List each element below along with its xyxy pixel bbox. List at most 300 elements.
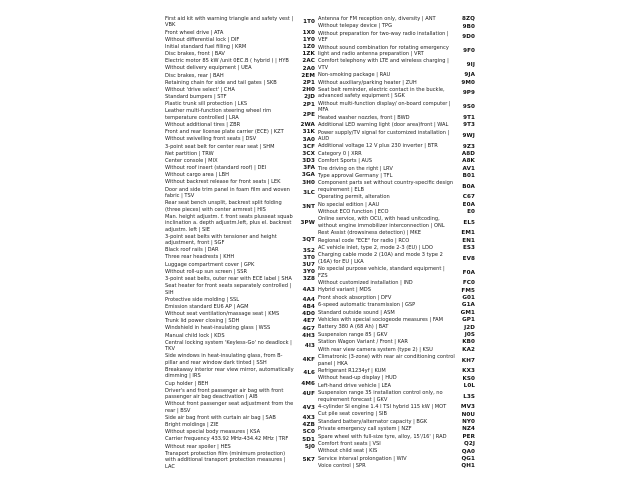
option-code: PER: [462, 433, 475, 440]
option-code: 5C0: [302, 429, 315, 436]
equipment-description: Windshield in heat-insulating glass | WSS: [165, 325, 271, 332]
equipment-description: With rear view camera system (type 2) | KSU: [318, 346, 433, 353]
equipment-description: Additional LED warning light (door area)front | WAL: [318, 122, 449, 129]
equipment-description: Center console | MIX: [165, 157, 218, 164]
equipment-entry: [165, 108, 315, 121]
equipment-description: Front wheel drive | ATA: [165, 29, 224, 36]
option-code: EV8: [462, 255, 475, 262]
option-code: 2H0: [302, 87, 315, 94]
option-code: 2WA: [300, 122, 315, 129]
equipment-description: Comfort front seats | VSI: [318, 440, 381, 447]
option-code: A8K: [462, 158, 475, 165]
equipment-entry: [165, 262, 315, 268]
option-code: L3S: [463, 393, 475, 400]
equipment-description: Black roof rails | DAR: [165, 247, 219, 254]
equipment-entry: [165, 333, 315, 339]
option-code: 9JA: [464, 72, 475, 79]
equipment-description: Refrigerant R1234yf | KUM: [318, 367, 386, 374]
option-code: 4UF: [302, 391, 315, 398]
equipment-description: Retaining chain for side and tail gates | SKB: [165, 79, 277, 86]
option-code: A8D: [461, 150, 475, 157]
equipment-description: Initial standard fuel filling | KRM: [165, 43, 247, 50]
equipment-entry: [318, 252, 475, 265]
equipment-entry: [165, 65, 315, 71]
equipment-entry: [165, 388, 315, 401]
equipment-description: Bright moldings | ZIE: [165, 422, 219, 429]
option-code: QG1: [461, 455, 475, 462]
equipment-description: Regional code "ECE" for radio | RCO: [318, 237, 410, 244]
equipment-entry: [318, 80, 475, 86]
equipment-entry: [318, 302, 475, 308]
equipment-description: Without 'drive select' | CHA: [165, 86, 235, 93]
option-code: 3QT: [302, 237, 315, 244]
equipment-entry: [318, 266, 475, 279]
equipment-description: Leather multi-function steering wheel rim temperature controlled | LRA: [165, 108, 272, 121]
equipment-description: Rear seat bench unsplit, backrest split folding (three pieces) with center armrest | HIS: [165, 200, 282, 213]
option-code: FC0: [462, 280, 475, 287]
option-code: 1Z0: [302, 44, 315, 51]
equipment-description: Without head-up display | HUD: [318, 375, 397, 382]
equipment-entry: [318, 158, 475, 164]
equipment-entry: [318, 347, 475, 353]
equipment-description: Man. height adjustm. f. front seats plusseat squab inclination a. depth adjustm.left, plus el. backrest adjustm. left | SIE: [165, 213, 293, 233]
option-code: 4D0: [302, 311, 315, 318]
equipment-entry: [165, 381, 315, 387]
equipment-description: Luggage compartment cover | GPK: [165, 261, 255, 268]
option-code: 3D3: [302, 158, 315, 165]
option-code: C67: [462, 194, 475, 201]
equipment-entry: [165, 340, 315, 353]
option-code: 2P1: [302, 79, 315, 86]
option-code: EL5: [463, 219, 475, 226]
equipment-list-right: [318, 16, 475, 471]
equipment-description: Protective side molding | SSL: [165, 296, 240, 303]
option-code: 9P9: [462, 90, 475, 97]
equipment-description: Seat heater for front seats separately controlled | SIH: [165, 283, 292, 296]
option-code: 3A0: [302, 136, 315, 143]
option-code: NZ4: [462, 426, 475, 433]
equipment-description: Type approval Germany | TFL: [318, 172, 393, 179]
option-code: 4A3: [302, 286, 315, 293]
option-code: 8ZQ: [461, 16, 475, 23]
option-code: 9F0: [463, 48, 475, 55]
equipment-entry: [165, 80, 315, 86]
equipment-entry: [165, 297, 315, 303]
option-code: 9B0: [462, 23, 475, 30]
equipment-description: Without child seat | KIS: [318, 448, 378, 455]
equipment-description: Seat belt reminder, electric contact in the buckle, advanced safety equipment | SGK: [318, 87, 445, 100]
equipment-description: Operating permit, alteration: [318, 194, 390, 201]
option-code: EM1: [461, 230, 475, 237]
equipment-entry: [318, 72, 475, 78]
equipment-description: 6-speed automatic transmission | GSP: [318, 302, 416, 309]
equipment-description: Comfort Sports | AUS: [318, 158, 372, 165]
option-code: QH1: [461, 463, 475, 470]
option-code: 4H3: [302, 332, 315, 339]
option-code: B01: [462, 173, 475, 180]
equipment-entry: [318, 143, 475, 149]
option-code: KH7: [461, 357, 475, 364]
equipment-entry: [318, 122, 475, 128]
equipment-entry: [165, 444, 315, 450]
equipment-entry: [318, 419, 475, 425]
equipment-entry: [318, 368, 475, 374]
option-code: 9WJ: [462, 132, 475, 139]
equipment-description: Additional voltage 12 V plus 230 inverter | BTR: [318, 143, 438, 150]
equipment-description: Tire driving on the right | LRV: [318, 165, 393, 172]
equipment-description: 3-point seat belt for center rear seat | SHM: [165, 143, 275, 150]
equipment-list-left: [165, 16, 315, 471]
equipment-description: Manual child lock | KDS: [165, 332, 225, 339]
option-code: 4ZB: [302, 422, 315, 429]
equipment-entry: [165, 151, 315, 157]
equipment-description: Without special body measures | KSA: [165, 429, 261, 436]
equipment-description: Front and rear license plate carrier (ECE) | KZT: [165, 129, 284, 136]
equipment-description: Climatronic (3-zone) with rear air conditioning control panel | HKA: [318, 354, 455, 367]
equipment-entry: [318, 287, 475, 293]
equipment-description: Without additional tires | ZBR: [165, 122, 241, 129]
option-code: 1T0: [303, 19, 315, 26]
equipment-entry: [318, 166, 475, 172]
equipment-entry: [318, 383, 475, 389]
equipment-entry: [318, 280, 475, 286]
equipment-description: Rest Assist (drowsiness detection) | MKE: [318, 230, 421, 237]
option-code: J2D: [464, 324, 475, 331]
option-code: G01: [462, 295, 475, 302]
equipment-entry: [165, 247, 315, 253]
option-code: 4E7: [303, 318, 315, 325]
equipment-description: Without swivelling front seats | DSV: [165, 136, 257, 143]
equipment-entry: [165, 353, 315, 366]
option-code: KX3: [462, 368, 475, 375]
option-code: KS0: [462, 375, 475, 382]
option-code: KA2: [462, 346, 475, 353]
option-code: QA0: [461, 448, 475, 455]
equipment-description: Spare wheel with full-size tyre, alloy, 15'/16' | RAD: [318, 433, 447, 440]
equipment-description: Without roll-up sun screen | SSR: [165, 268, 247, 275]
equipment-description: AC vehicle inlet, type 2, mode 2-3 (EU) | LDO: [318, 245, 433, 251]
equipment-entry: [318, 411, 475, 417]
equipment-entry: [318, 441, 475, 447]
equipment-entry: [318, 16, 475, 22]
option-code: GM1: [460, 309, 475, 316]
equipment-entry: [165, 73, 315, 79]
equipment-entry: [165, 44, 315, 50]
equipment-description: Without customized installation | IND: [318, 280, 413, 287]
option-code: 4M6: [301, 380, 315, 387]
equipment-entry: [318, 390, 475, 403]
equipment-description: Cut pile seat covering | SIB: [318, 411, 387, 418]
equipment-entry: [165, 158, 315, 164]
equipment-entry: [318, 173, 475, 179]
equipment-entry: [165, 58, 315, 64]
equipment-description: Three rear headrests | KHH: [165, 254, 235, 261]
equipment-entry: [318, 434, 475, 440]
equipment-description: Cup holder | BEH: [165, 380, 209, 387]
equipment-entry: [165, 129, 315, 135]
equipment-entry: [165, 30, 315, 36]
equipment-description: 3-point seat belts with tensioner and height adjustment, front | SGF: [165, 233, 277, 247]
equipment-entry: [318, 295, 475, 301]
equipment-description: Suspension range 85 | GKV: [318, 331, 388, 338]
equipment-description: Without backrest release for front seats | LEK: [165, 179, 281, 186]
equipment-description: Net partition | TRW: [165, 150, 214, 157]
option-code: 9T3: [463, 122, 475, 129]
equipment-entry: [165, 87, 315, 93]
option-code: FM5: [461, 287, 475, 294]
equipment-entry: [318, 194, 475, 200]
option-code: 3FA: [303, 165, 315, 172]
equipment-entry: [165, 415, 315, 421]
equipment-entry: [318, 463, 475, 469]
option-code: KB0: [462, 339, 475, 346]
equipment-description: Without delivery equipment | UEA: [165, 65, 252, 72]
equipment-description: Charging cable mode 2 (10A) and mode 3 type 2 (16A) for EU | LKA: [318, 252, 443, 265]
option-code: 9D0: [462, 34, 475, 41]
equipment-entry: [165, 318, 315, 324]
equipment-description: Voice control | SPR: [318, 463, 366, 470]
option-code: L0L: [463, 382, 475, 389]
equipment-entry: [165, 187, 315, 200]
equipment-description: Front shock absorption | DFV: [318, 294, 392, 301]
equipment-description: Trunk lid power closing | SDH: [165, 318, 240, 325]
option-code: 9Z3: [462, 143, 475, 150]
equipment-description: Antenna for FM reception only, diversity | ANT: [318, 16, 436, 22]
equipment-entry: [318, 310, 475, 316]
option-code: 4L6: [303, 370, 315, 377]
equipment-entry: [165, 37, 315, 43]
option-code: 9S0: [462, 104, 475, 111]
option-code: G1A: [461, 302, 475, 309]
equipment-entry: [318, 354, 475, 367]
equipment-description: No special purpose vehicle, standard equipment | FZS: [318, 266, 445, 279]
equipment-description: Vehicles with special sociogeode measures | FAM: [318, 317, 444, 324]
equipment-entry: [318, 332, 475, 338]
equipment-entry: [318, 180, 475, 193]
equipment-description: Carrier frequency 433.92 MHz-434.42 MHz | TRF: [165, 436, 289, 443]
equipment-description: Emission standard EU6 AP | AGM: [165, 303, 249, 310]
equipment-description: Station Wagon Variant / Front | KAR: [318, 339, 408, 346]
option-code: 4B4: [302, 304, 315, 311]
equipment-entry: [318, 448, 475, 454]
option-code: J0S: [464, 332, 475, 339]
equipment-description: Central locking system 'Keyless-Go' no deadlock | TKV: [165, 339, 292, 353]
equipment-description: Without rear spoiler | HES: [165, 443, 231, 450]
equipment-entry: [165, 367, 315, 380]
equipment-description: Without preparation for two-way radio installation | VEF: [318, 30, 449, 44]
equipment-description: Without telepay device | TPG: [318, 23, 393, 30]
equipment-entry: [318, 245, 475, 251]
equipment-entry: [318, 456, 475, 462]
equipment-description: Without ECO function | ECO: [318, 208, 389, 215]
equipment-entry: [165, 51, 315, 57]
option-code: 5J0: [304, 443, 315, 450]
equipment-entry: [165, 304, 315, 310]
equipment-entry: [318, 216, 475, 229]
equipment-entry: [318, 202, 475, 208]
equipment-description: Electric motor 85 kW /unit 0EC.B ( hybrid ) | HYB: [165, 58, 289, 65]
equipment-description: Hybrid variant | MDS: [318, 287, 371, 294]
equipment-description: Battery 380 A (68 Ah) | BAT: [318, 324, 389, 331]
option-code: MV3: [460, 404, 475, 411]
equipment-description: Without front passenger seat adjustment from the rear | BSV: [165, 401, 294, 414]
equipment-description: Plastic trunk sill protection | LKS: [165, 101, 248, 108]
equipment-entry: [318, 339, 475, 345]
equipment-entry: [318, 130, 475, 143]
option-code: 3H0: [302, 179, 315, 186]
equipment-entry: [318, 115, 475, 121]
option-code: 4I3: [304, 343, 315, 350]
option-code: 5K7: [302, 457, 315, 464]
option-code: 31K: [302, 129, 315, 136]
equipment-description: Online service, with OCU, with head unitcoding, without engine immobilizer interconnection | ONL: [318, 216, 445, 229]
equipment-entry: [165, 16, 315, 29]
option-code: B0A: [462, 183, 475, 190]
equipment-description: Service interval prolongation | WIV: [318, 455, 407, 462]
option-code: NY0: [462, 418, 475, 425]
equipment-description: Without seat ventilation/massage seat | KMS: [165, 311, 280, 318]
equipment-entry: [165, 122, 315, 128]
equipment-description: Heated washer nozzles, front | BWD: [318, 114, 410, 121]
equipment-entry: [165, 311, 315, 317]
equipment-entry: [165, 422, 315, 428]
option-code: 2EM: [301, 72, 315, 79]
equipment-entry: [165, 144, 315, 150]
equipment-description: 3-point seat belts, outer rear with ECE label | SHA: [165, 276, 292, 282]
equipment-entry: [318, 31, 475, 44]
equipment-description: Without differential lock | DIF: [165, 36, 240, 43]
equipment-description: Component parts set without country-specific design requirement | ELB: [318, 180, 454, 193]
equipment-entry: [318, 230, 475, 236]
option-code: 5D1: [302, 436, 315, 443]
option-code: ES3: [462, 245, 475, 252]
option-code: 2A0: [302, 65, 315, 72]
equipment-entry: [165, 136, 315, 142]
equipment-entry: [165, 179, 315, 185]
equipment-description: First aid kit with warning triangle and safety vest | VBK: [165, 16, 294, 29]
option-code: E0A: [462, 201, 475, 208]
option-code: E0: [467, 209, 475, 216]
equipment-entry: [165, 325, 315, 331]
option-code: 3GA: [301, 172, 315, 179]
option-code: 4KF: [302, 356, 315, 363]
option-code: 2AC: [302, 58, 315, 65]
equipment-entry: [165, 276, 315, 282]
equipment-entry: [165, 172, 315, 178]
equipment-entry: [318, 45, 475, 58]
equipment-description: Without auxiliary/parking heater | ZUH: [318, 79, 417, 86]
equipment-entry: [165, 401, 315, 414]
option-code: 9IJ: [466, 61, 475, 68]
equipment-entry: [165, 94, 315, 100]
option-code: GP1: [462, 317, 475, 324]
equipment-description: Suspension range 35 installation control only, no requirement forecast | GKV: [318, 390, 443, 403]
equipment-entry: [165, 101, 315, 107]
equipment-description: Side windows in heat-insulating glass, from B-pillar and rear window dark tinted | SSH: [165, 353, 283, 366]
equipment-entry: [318, 404, 475, 410]
equipment-entry: [165, 451, 315, 470]
equipment-description: Power supply/TV signal for customized installation | AUD: [318, 129, 450, 142]
option-code: 3CF: [302, 143, 315, 150]
equipment-description: Door and side trim panel in foam film and woven fabric | TSV: [165, 186, 290, 199]
option-code: 4X3: [302, 415, 315, 422]
option-code: 3Y0: [302, 269, 315, 276]
equipment-entry: [318, 151, 475, 157]
equipment-entry: [165, 269, 315, 275]
equipment-entry: [165, 283, 315, 296]
option-code: EN1: [462, 237, 475, 244]
equipment-entry: [318, 375, 475, 381]
equipment-entry: [318, 426, 475, 432]
equipment-description: Transport protection film (minimum protection) with additional transport protection measures | LAC: [165, 450, 286, 470]
option-code: 1Y0: [302, 36, 315, 43]
equipment-description: Category 0 | XRR: [318, 150, 362, 157]
option-code: 3PW: [300, 220, 315, 227]
equipment-entry: [165, 254, 315, 260]
equipment-entry: [165, 436, 315, 442]
option-code: 1X0: [302, 29, 315, 36]
option-code: 2PE: [302, 111, 315, 118]
equipment-entry: [318, 23, 475, 29]
option-code: 3S2: [302, 247, 315, 254]
equipment-entry: [318, 324, 475, 330]
equipment-entry: [165, 200, 315, 213]
option-code: 2JD: [304, 94, 315, 101]
equipment-entry: [318, 209, 475, 215]
equipment-entry: [318, 87, 475, 100]
equipment-description: Without multi-function display/ on-board computer | MFA: [318, 100, 451, 114]
equipment-description: Standard battery/alternator capacity | BGK: [318, 418, 428, 425]
option-code: 3LC: [303, 190, 315, 196]
equipment-description: Standard bumpers | STF: [165, 94, 227, 101]
equipment-entry: [318, 317, 475, 323]
equipment-entry: [318, 58, 475, 71]
option-code: 1ZK: [302, 51, 315, 58]
option-code: 4A4: [302, 296, 315, 303]
option-code: 9M0: [461, 79, 475, 86]
equipment-description: 4-cylinder SI engine 1.4 l TSI hybrid 115 kW | MOT: [318, 403, 447, 410]
equipment-entry: [165, 429, 315, 435]
equipment-description: Breakaway interior rear view mirror, automatically dimming | IRS: [165, 366, 294, 380]
option-code: N0U: [461, 411, 475, 418]
option-code: 4V3: [302, 404, 315, 411]
option-code: 2P1: [302, 101, 315, 108]
equipment-entry: [165, 234, 315, 247]
equipment-description: Comfort telephony with LTE and wireless charging | VTV: [318, 58, 449, 71]
option-code: 3NT: [302, 203, 315, 210]
option-code: Q2J: [463, 441, 475, 448]
equipment-description: Side air bag front with curtain air bag | SAB: [165, 414, 276, 421]
option-code: 3Z8: [302, 276, 315, 283]
option-code: 3T0: [303, 254, 315, 261]
option-code: 9T1: [463, 114, 475, 121]
equipment-description: Standard outside sound | ASM: [318, 309, 395, 316]
equipment-entry: [165, 165, 315, 171]
equipment-description: Left-hand drive vehicle | LEA: [318, 382, 391, 389]
equipment-entry: [165, 214, 315, 233]
option-code: F0A: [462, 269, 475, 276]
equipment-description: Without cargo area | LBH: [165, 172, 229, 179]
option-code: 4G7: [302, 325, 315, 332]
option-code: 3CX: [302, 150, 315, 157]
equipment-description: Non-smoking package | RAU: [318, 72, 391, 79]
equipment-entry: [318, 238, 475, 244]
equipment-description: Disc brakes, rear | BAH: [165, 72, 224, 79]
option-code: 3U7: [302, 261, 315, 268]
equipment-description: Driver's and front passenger air bag with front passenger air bag deactivation | AIB: [165, 387, 284, 401]
equipment-description: Disc brakes, front | BAV: [165, 51, 225, 58]
equipment-description: No special edition | AAU: [318, 201, 380, 208]
